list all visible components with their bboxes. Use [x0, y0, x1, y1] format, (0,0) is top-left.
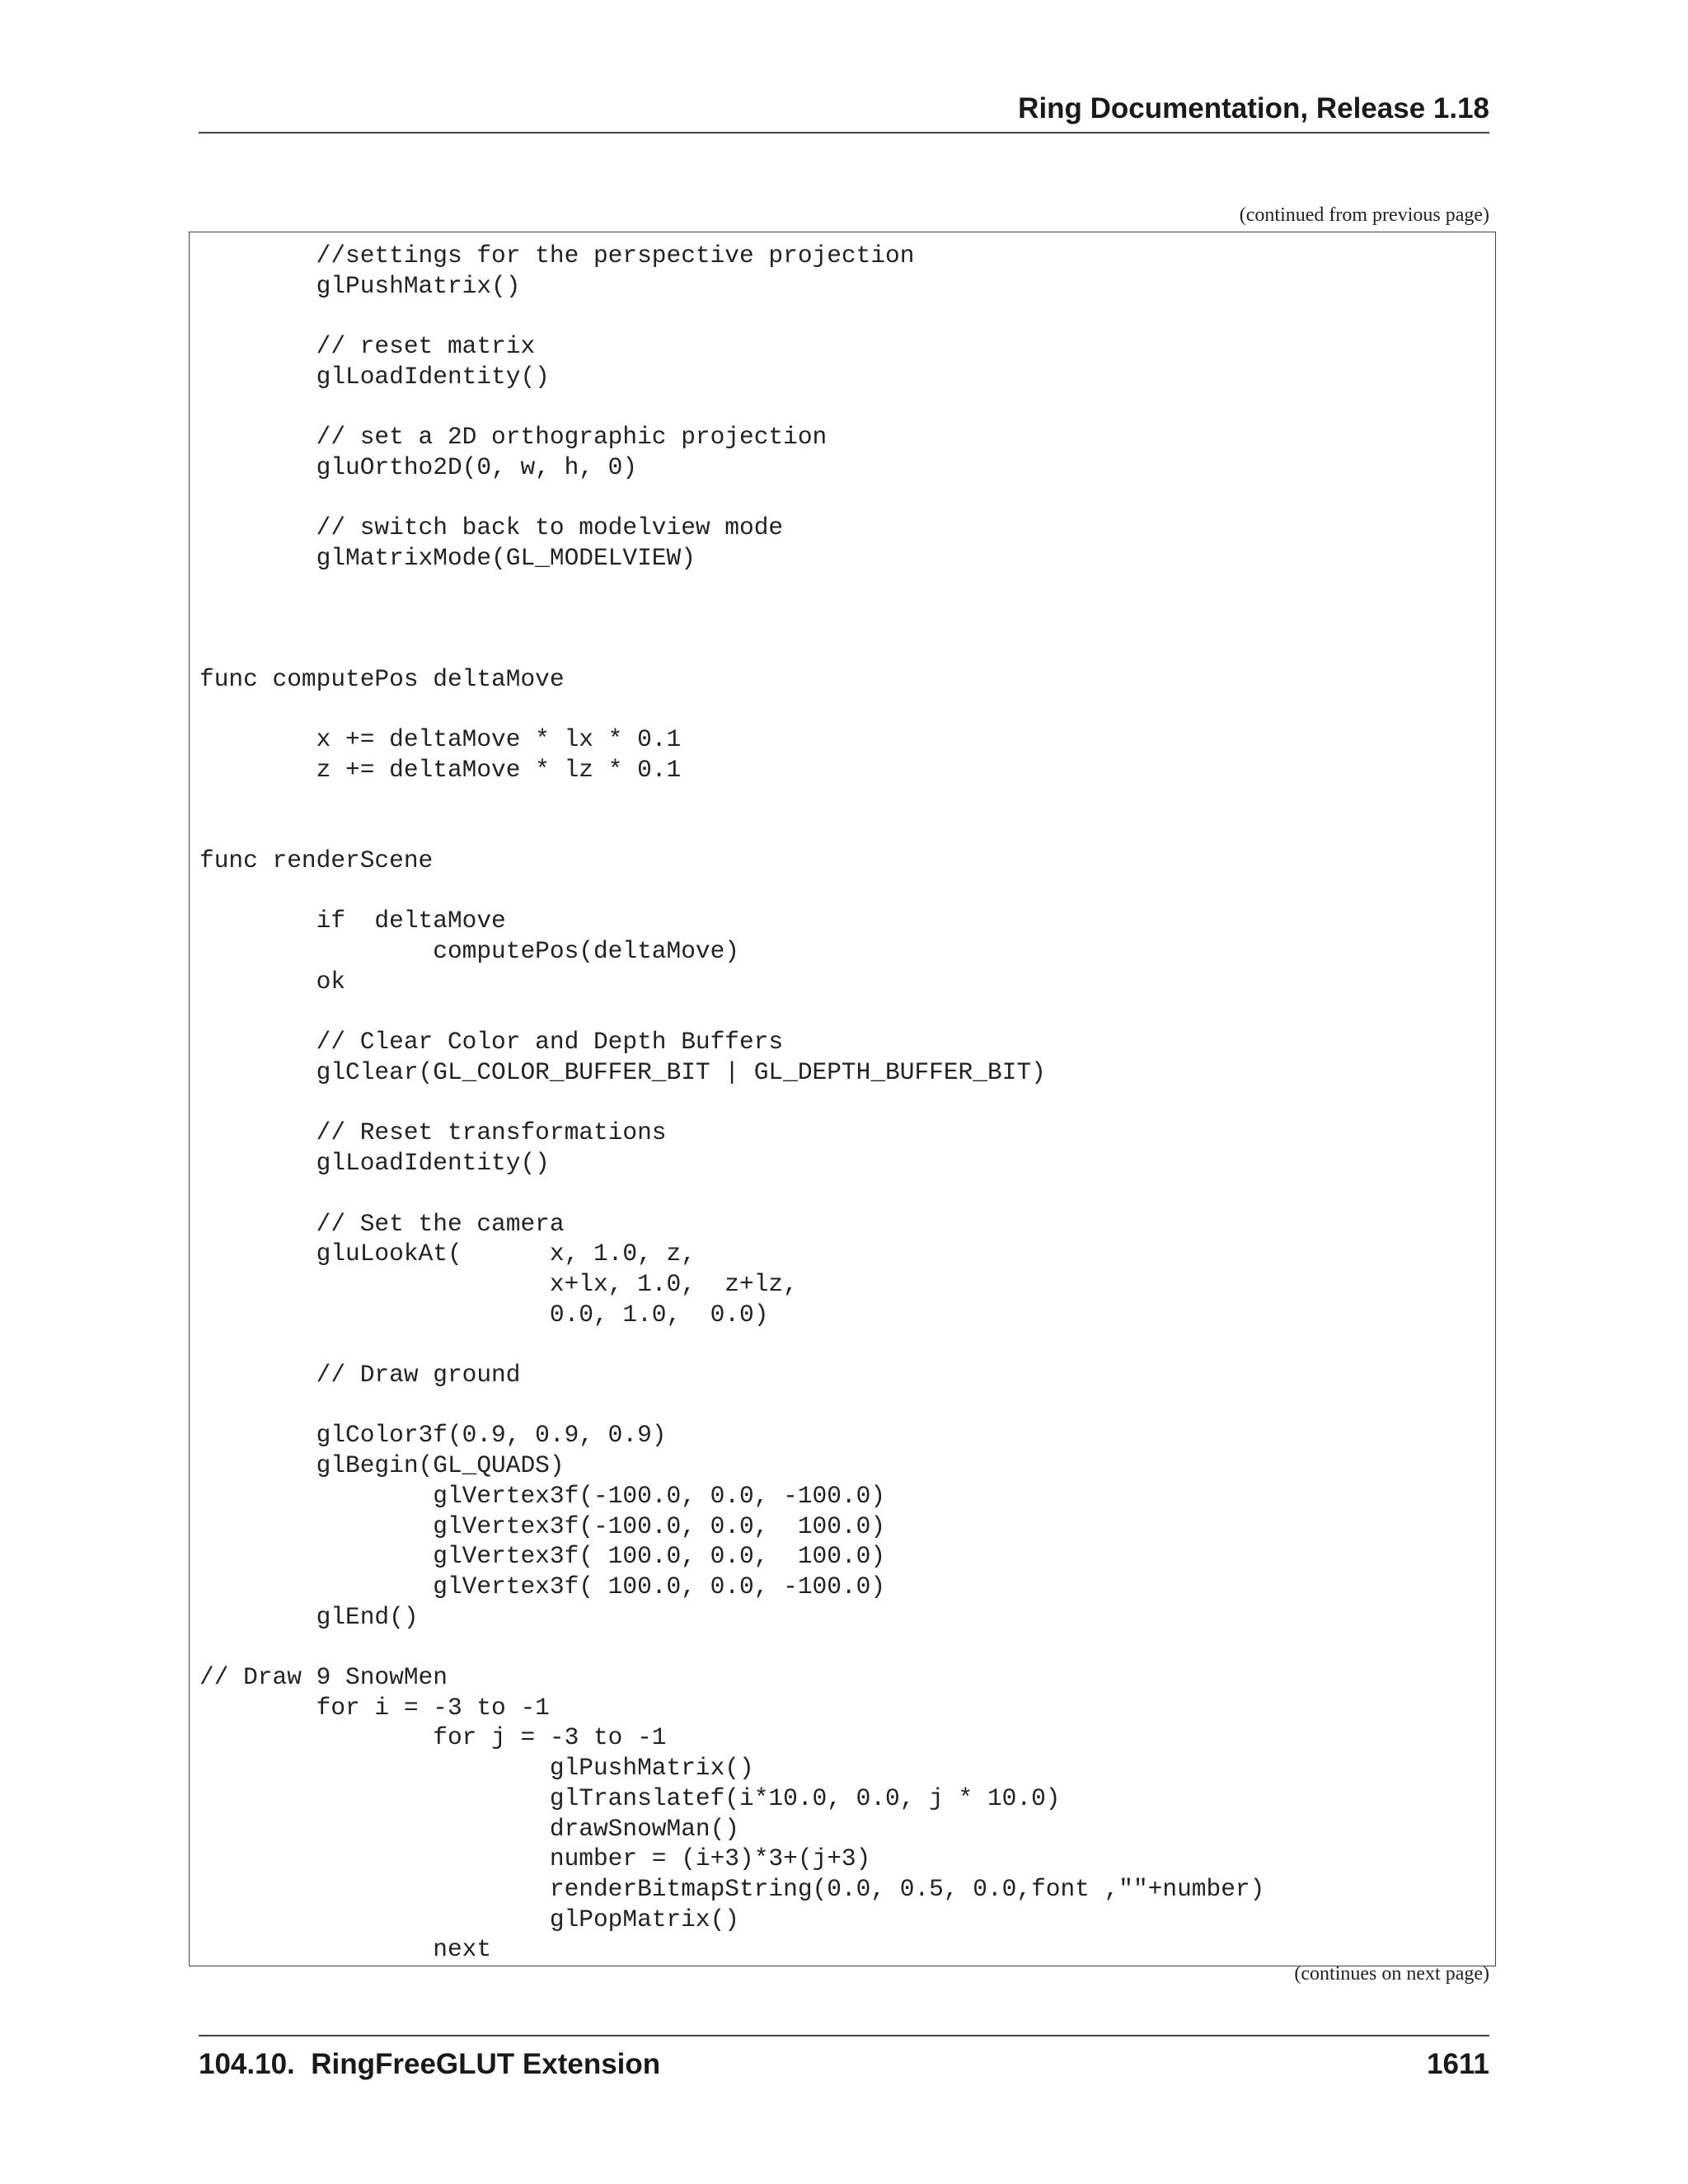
code-block	[189, 232, 1496, 1966]
continued-from-note: (continued from previous page)	[1239, 204, 1489, 226]
section-title: 104.10. RingFreeGLUT Extension	[199, 2048, 661, 2080]
page-number: 1611	[1427, 2048, 1489, 2080]
continues-on-note: (continues on next page)	[1294, 1963, 1489, 1985]
code-listing: //settings for the perspective projection glPushMatrix() // reset matrix glLoadIdentity() // set a 2D orthographic projection gluOrtho2D(0, w, h, 0) // switch back to modelview mode glMatrixMode(GL_MODELVIEW) func computePos deltaMove x += deltaMove * lx * 0.1 z += deltaMove * lz * 0.1 func renderScene if deltaMove computePos(deltaMove) ok // Clear Color and Depth Buffers glClear(GL_COLOR_BUFFER_BIT | GL_DEPTH_BUFFER_BIT) // Reset transformations glLoadIdentity() // Set the camera gluLookAt( x, 1.0, z, x+lx, 1.0, z+lz, 0.0, 1.0, 0.0) // Draw ground glColor3f(0.9, 0.9, 0.9) glBegin(GL_QUADS) glVertex3f(-100.0, 0.0, -100.0) glVertex3f(-100.0, 0.0, 100.0) glVertex3f( 100.0, 0.0, 100.0) glVertex3f( 100.0, 0.0, -100.0) glEnd() // Draw 9 SnowMen for i = -3 to -1 for j = -3 to -1 glPushMatrix() glTranslatef(i*10.0, 0.0, j * 10.0) drawSnowMan() number = (i+3)*3+(j+3) renderBitmapString(0.0, 0.5, 0.0,font ,""+number) glPopMatrix() next	[199, 241, 1265, 1964]
page-header	[199, 89, 1489, 134]
document-title: Ring Documentation, Release 1.18	[1018, 92, 1489, 124]
page-footer	[199, 2035, 1489, 2086]
